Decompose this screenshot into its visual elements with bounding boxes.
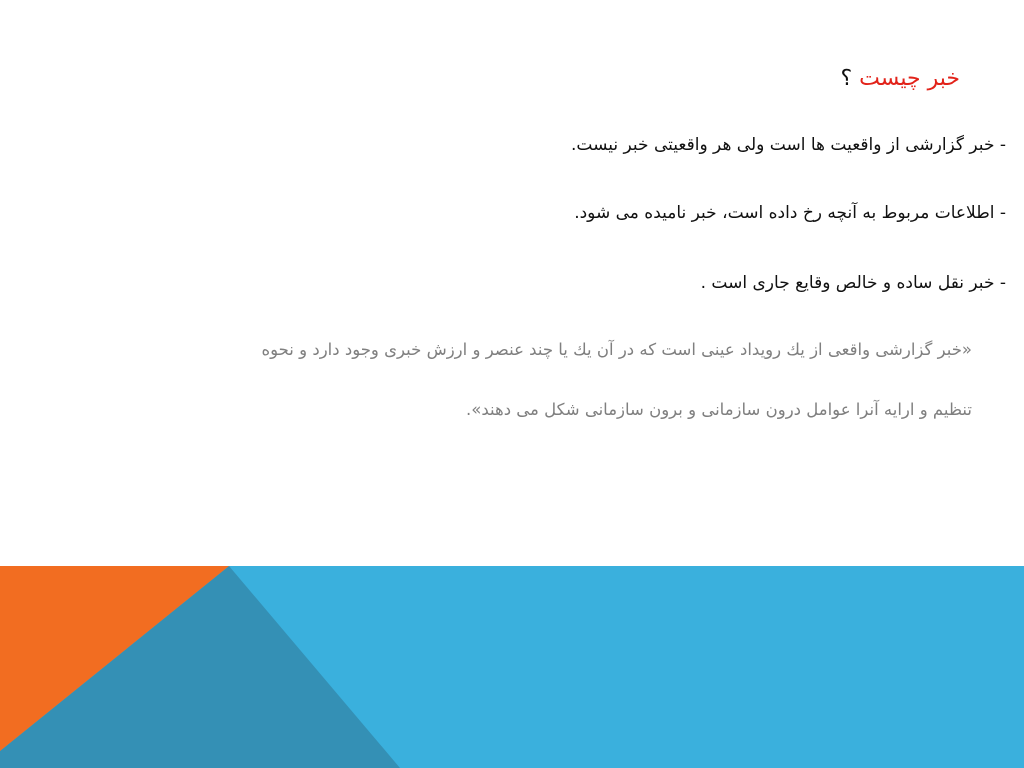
quote-block: [52, 333, 972, 426]
bullet-1: - خبر گزارشی از واقعیت ها است ولی هر واقعیتی خبر نیست.: [571, 135, 1006, 155]
bullet-2: - اطلاعات مربوط به آنچه رخ داده است، خبر نامیده می شود.: [574, 203, 1006, 223]
decorative-footer-band: [0, 566, 1024, 768]
quote-line-2: تنظیم و ارایه آنرا عوامل درون سازمانی و برون سازمانی شكل می دهند».: [466, 400, 972, 419]
slide-title: [360, 62, 960, 96]
title-text: خبر چیست: [859, 66, 960, 91]
quote-line-1: «خبر گزارشی واقعی از یك رویداد عینی است كه در آن یك یا چند عنصر و ارزش خبری وجود دارد و نحوه: [261, 340, 972, 359]
bullet-3: - خبر نقل ساده و خالص وقایع جاری است .: [700, 273, 1006, 293]
title-question-mark: ؟: [840, 66, 853, 91]
